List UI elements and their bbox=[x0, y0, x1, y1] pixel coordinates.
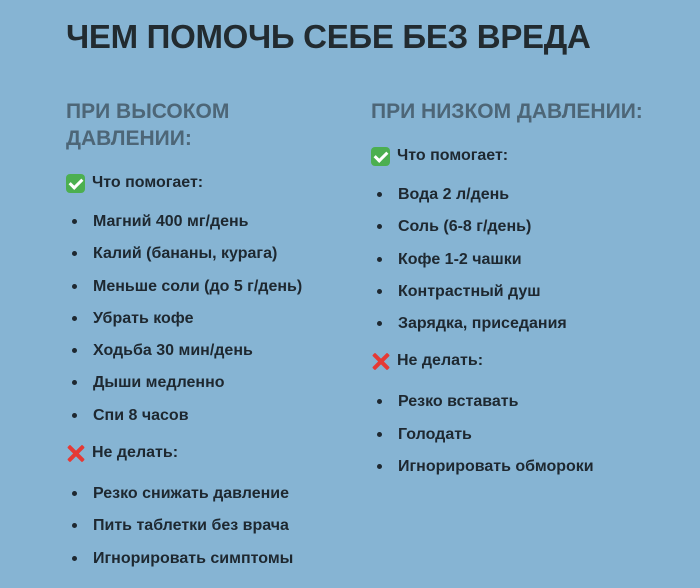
list-item: Резко снижать давление bbox=[66, 483, 356, 515]
low-helps-label-text: Что помогает: bbox=[397, 147, 509, 164]
high-pressure-column bbox=[66, 98, 356, 580]
low-helps-list bbox=[371, 184, 691, 345]
high-dont-label bbox=[66, 442, 356, 464]
list-item: Дыши медленно bbox=[66, 372, 356, 404]
list-item: Вода 2 л/день bbox=[371, 184, 691, 216]
list-item: Резко вставать bbox=[371, 391, 691, 423]
list-item: Кофе 1-2 чашки bbox=[371, 249, 691, 281]
low-dont-label bbox=[371, 350, 691, 372]
high-dont-label-text: Не делать: bbox=[92, 444, 179, 462]
list-item: Зарядка, приседания bbox=[371, 313, 691, 345]
list-item: Пить таблетки без врача bbox=[66, 515, 356, 547]
list-item: Контрастный душ bbox=[371, 281, 691, 313]
list-item: Ходьба 30 мин/день bbox=[66, 340, 356, 372]
low-pressure-heading: ПРИ НИЗКОМ ДАВЛЕНИИ: bbox=[371, 100, 643, 123]
low-pressure-column bbox=[371, 98, 691, 488]
list-item: Соль (6-8 г/день) bbox=[371, 216, 691, 248]
high-helps-label bbox=[66, 172, 356, 194]
low-dont-label-text: Не делать: bbox=[397, 352, 484, 370]
check-mark-icon bbox=[66, 174, 85, 193]
list-item: Игнорировать обмороки bbox=[371, 456, 691, 488]
list-item: Магний 400 мг/день bbox=[66, 211, 356, 243]
list-item: Игнорировать симптомы bbox=[66, 548, 356, 580]
high-helps-label-text: Что помогает: bbox=[92, 174, 204, 191]
list-item: Меньше соли (до 5 г/день) bbox=[66, 276, 356, 308]
list-item: Голодать bbox=[371, 424, 691, 456]
cross-mark-icon bbox=[371, 352, 390, 371]
high-pressure-heading bbox=[66, 98, 356, 152]
high-helps-list bbox=[66, 211, 356, 437]
high-pressure-heading-line1: ПРИ ВЫСОКОМ bbox=[66, 100, 230, 123]
high-pressure-heading-line2: ДАВЛЕНИИ: bbox=[66, 127, 192, 150]
list-item: Спи 8 часов bbox=[66, 405, 356, 437]
page-title: ЧЕМ ПОМОЧЬ СЕБЕ БЕЗ ВРЕДА bbox=[66, 18, 591, 55]
high-dont-list bbox=[66, 483, 356, 580]
low-helps-label bbox=[371, 145, 691, 167]
list-item: Убрать кофе bbox=[66, 308, 356, 340]
cross-mark-icon bbox=[66, 444, 85, 463]
check-mark-icon bbox=[371, 147, 390, 166]
low-dont-list bbox=[371, 391, 691, 488]
list-item: Калий (бананы, курага) bbox=[66, 243, 356, 275]
